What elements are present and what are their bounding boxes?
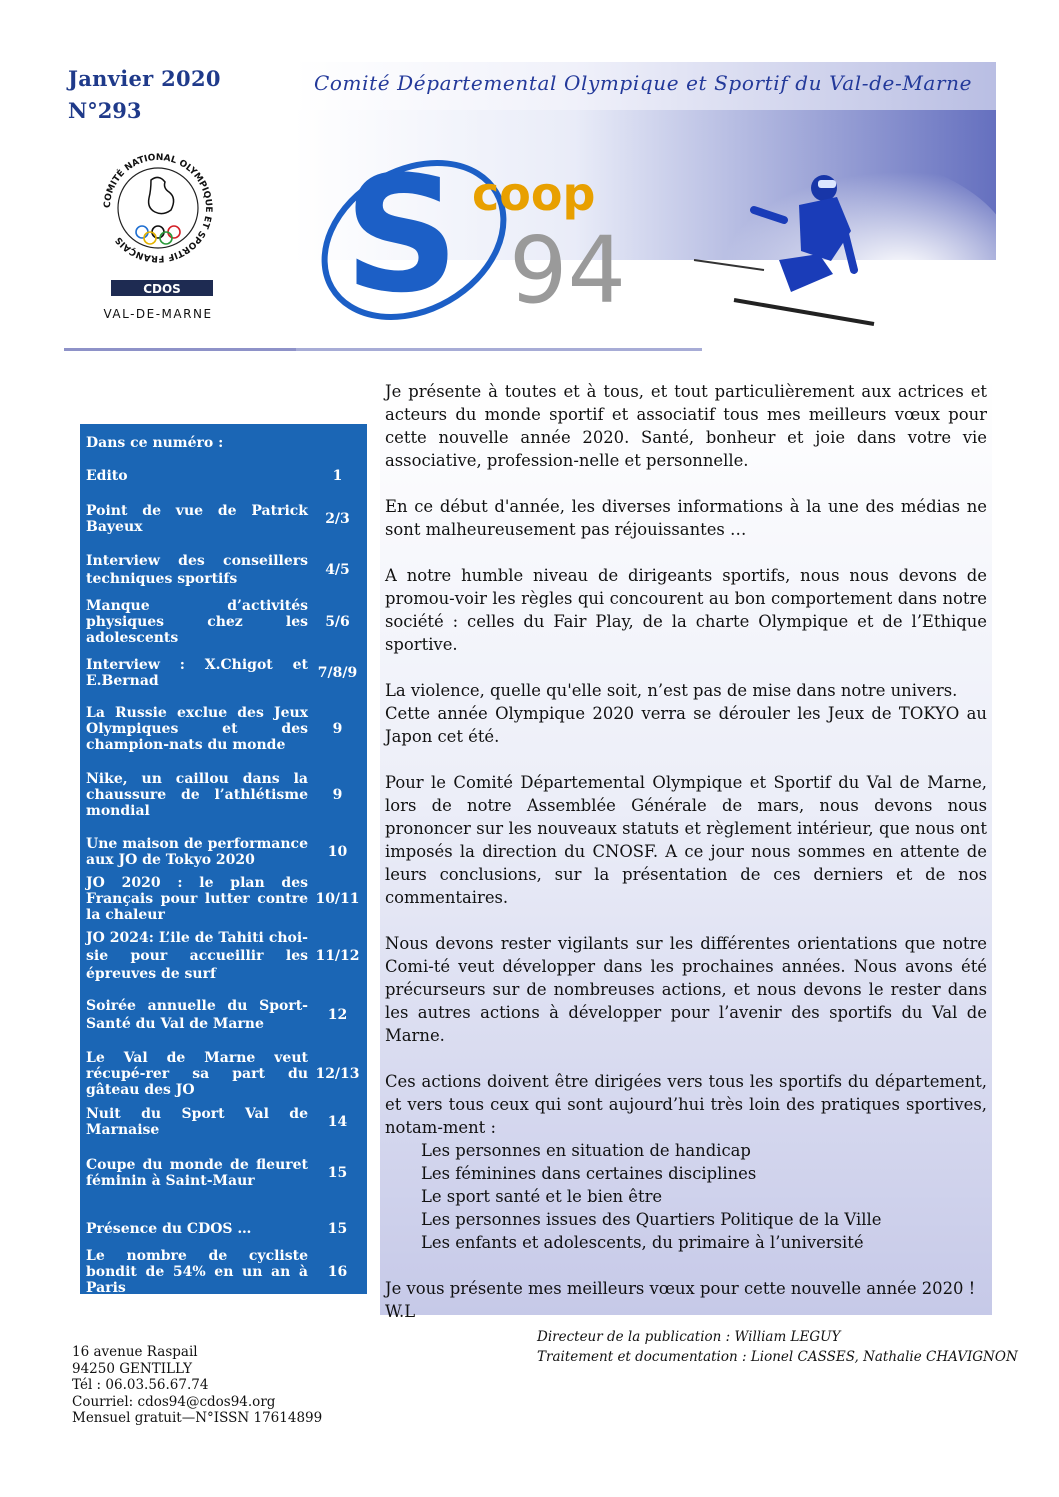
edito-signature: W.L xyxy=(385,1302,416,1321)
toc-item[interactable] xyxy=(80,835,367,869)
edito-paragraph: Cette année Olympique 2020 verra se dérouler les Jeux de TOKYO au Japon cet été. xyxy=(385,704,987,746)
address-city: 94250 GENTILLY xyxy=(72,1360,193,1377)
toc-item-label: Point de vue de Patrick Bayeux xyxy=(86,503,308,535)
address-issn: Mensuel gratuit—N°ISSN 17614899 xyxy=(72,1410,323,1426)
brand-number: 94 xyxy=(509,217,627,324)
toc-item[interactable] xyxy=(80,997,367,1033)
toc-item-page: 9 xyxy=(332,721,343,737)
toc-item[interactable] xyxy=(80,1156,367,1190)
toc-item-label: Edito xyxy=(86,468,128,484)
toc-item-page: 14 xyxy=(327,1114,348,1130)
toc-item-page: 15 xyxy=(327,1221,348,1237)
edito-closing: Je vous présente mes meilleurs vœux pour cette nouvelle année 2020 ! xyxy=(385,1279,976,1298)
edito-list-item: Les personnes issues des Quartiers Politique de la Ville xyxy=(421,1210,882,1229)
toc-item-page: 16 xyxy=(327,1264,348,1280)
edito-paragraph: Ces actions doivent être dirigées vers tous les sportifs du département, et vers tous ceux qui sont aujourd’hui très loin des pratiques sportives, notam-ment : xyxy=(385,1072,987,1137)
toc-item-page: 1 xyxy=(332,468,343,484)
brand-word: coop xyxy=(472,167,596,221)
toc-item[interactable] xyxy=(80,875,367,923)
toc-item-page: 12 xyxy=(327,1007,348,1023)
toc-box xyxy=(80,424,367,1294)
publication-credits xyxy=(537,1327,1018,1367)
toc-item-page: 10 xyxy=(327,844,348,860)
toc-item-label: Interview des conseillers techniques sportifs xyxy=(86,553,308,587)
toc-item[interactable] xyxy=(80,1050,367,1098)
toc-item-label: Nike, un caillou dans la chaussure de l’athlétisme mondial xyxy=(86,771,308,819)
contact-address xyxy=(72,1344,322,1427)
toc-item[interactable] xyxy=(80,771,367,819)
toc-item-page: 11/12 xyxy=(315,948,360,964)
edito-list-item: Les enfants et adolescents, du primaire à l’université xyxy=(421,1233,864,1252)
toc-item-page: 12/13 xyxy=(315,1066,360,1082)
edito-paragraph: Nous devons rester vigilants sur les différentes orientations que notre Comi-té veut développer dans les prochaines années. Nous avons été précurseurs sur de nombreuses actions, et nous devons le rester dans les autres actions à développer pour l’avenir des sportifs du Val de Marne. xyxy=(385,934,987,1045)
toc-item[interactable] xyxy=(80,1248,367,1296)
rooster-icon xyxy=(149,177,174,213)
toc-item-label: Soirée annuelle du Sport-Santé du Val de Marne xyxy=(86,998,308,1032)
edito-paragraph: En ce début d'année, les diverses informations à la une des médias ne sont malheureusement pas réjouissantes … xyxy=(385,497,987,539)
logo-region: VAL-DE-MARNE xyxy=(103,307,213,320)
edito-list-item: Les personnes en situation de handicap xyxy=(421,1141,751,1160)
svg-text:COMITÉ NATIONAL OLYMPIQUE ET S xyxy=(103,153,213,263)
toc-item-label: JO 2020 : le plan des Français pour lutter contre la chaleur xyxy=(86,875,308,923)
edito-list-item: Les féminines dans certaines disciplines xyxy=(421,1164,757,1183)
toc-item-label: Coupe du monde de fleuret féminin à Saint-Maur xyxy=(86,1157,308,1189)
director-credit: Directeur de la publication : William LEGUY xyxy=(537,1329,841,1345)
issue-number: N°293 xyxy=(68,98,142,123)
toc-item-label: Interview : X.Chigot et E.Bernad xyxy=(86,657,308,689)
toc-item[interactable] xyxy=(80,502,367,536)
address-phone: Tél : 06.03.56.67.74 xyxy=(72,1377,209,1393)
toc-item[interactable] xyxy=(80,929,367,983)
toc-item[interactable] xyxy=(80,1106,367,1138)
address-street: 16 avenue Raspail xyxy=(72,1344,198,1360)
cdos-logo xyxy=(96,140,221,320)
brand-letter-s: S xyxy=(344,141,460,328)
header-rule-left xyxy=(64,348,296,351)
edito-panel xyxy=(380,375,992,1321)
edito-paragraph: A notre humble niveau de dirigeants sportifs, nous nous devons de promou-voir les règles qui concourent au bon comportement dans notre société : celles du Fair Play, de la charte Olympique et de l’Ethique sportive. xyxy=(385,566,987,654)
toc-item-label: Nuit du Sport Val de Marnaise xyxy=(86,1106,308,1138)
issue-date: Janvier 2020 xyxy=(68,66,221,91)
toc-item-page: 5/6 xyxy=(325,614,350,630)
toc-item[interactable] xyxy=(80,552,367,588)
toc-item-label: Le nombre de cycliste bondit de 54% en un an à Paris xyxy=(86,1248,308,1296)
toc-item[interactable] xyxy=(80,468,367,484)
edito-paragraph: Pour le Comité Départemental Olympique et Sportif du Val de Marne, lors de notre Assemblée Générale de mars, nous devons nous prononcer sur les nouveaux statuts et règlement intérieur, que nous ont imposés la direction du CNOSF. A ce jour nous sommes en attente de leurs conclusions, sur la présentation de ces derniers et de nos commentaires. xyxy=(385,773,987,907)
toc-item-page: 15 xyxy=(327,1165,348,1181)
toc-item-page: 7/8/9 xyxy=(317,665,358,681)
toc-item[interactable] xyxy=(80,656,367,690)
header-bar xyxy=(294,62,996,110)
olympic-rings-icon xyxy=(136,226,180,244)
scoop-banner xyxy=(294,110,996,346)
logo-ring-text: COMITÉ NATIONAL OLYMPIQUE ET SPORTIF FRANÇAIS xyxy=(102,152,214,264)
toc-item-page: 2/3 xyxy=(325,511,350,527)
edito-paragraph: La violence, quelle qu'elle soit, n’est pas de mise dans notre univers. xyxy=(385,681,958,700)
logo-badge: CDOS xyxy=(143,282,181,296)
toc-item[interactable] xyxy=(80,1219,367,1239)
toc-item-label: Manque d’activités physiques chez les adolescents xyxy=(86,598,308,646)
org-title: Comité Départemental Olympique et Sportif du Val-de-Marne xyxy=(314,71,973,95)
edito-list-item: Le sport santé et le bien être xyxy=(421,1187,663,1206)
address-email[interactable]: Courriel: cdos94@cdos94.org xyxy=(72,1393,276,1410)
header-rule-right xyxy=(296,348,702,351)
toc-item-label: Présence du CDOS … xyxy=(86,1221,252,1237)
toc-item-label: JO 2024: L’ile de Tahiti choi-sie pour accueillir les épreuves de surf xyxy=(86,930,308,982)
toc-item-label: Une maison de performance aux JO de Tokyo 2020 xyxy=(86,836,308,868)
toc-item[interactable] xyxy=(80,705,367,753)
toc-item-page: 4/5 xyxy=(325,562,350,578)
toc-item-label: Le Val de Marne veut récupé-rer sa part du gâteau des JO xyxy=(86,1050,308,1098)
toc-item-page: 10/11 xyxy=(315,891,360,907)
toc-item-page: 9 xyxy=(332,787,343,803)
toc-item[interactable] xyxy=(80,598,367,646)
toc-heading: Dans ce numéro : xyxy=(86,435,224,451)
treatment-credit: Traitement et documentation : Lionel CASSES, Nathalie CHAVIGNON xyxy=(537,1349,1018,1365)
edito-text xyxy=(385,380,987,1323)
edito-paragraph: Je présente à toutes et à tous, et tout particulièrement aux actrices et acteurs du monde sportif et associatif tous mes meilleurs vœux pour cette nouvelle année 2020. Santé, bonheur et joie dans votre vie associative, profession-nelle et personnelle. xyxy=(385,382,987,470)
toc-item-label: La Russie exclue des Jeux Olympiques et des champion-nats du monde xyxy=(86,705,308,753)
